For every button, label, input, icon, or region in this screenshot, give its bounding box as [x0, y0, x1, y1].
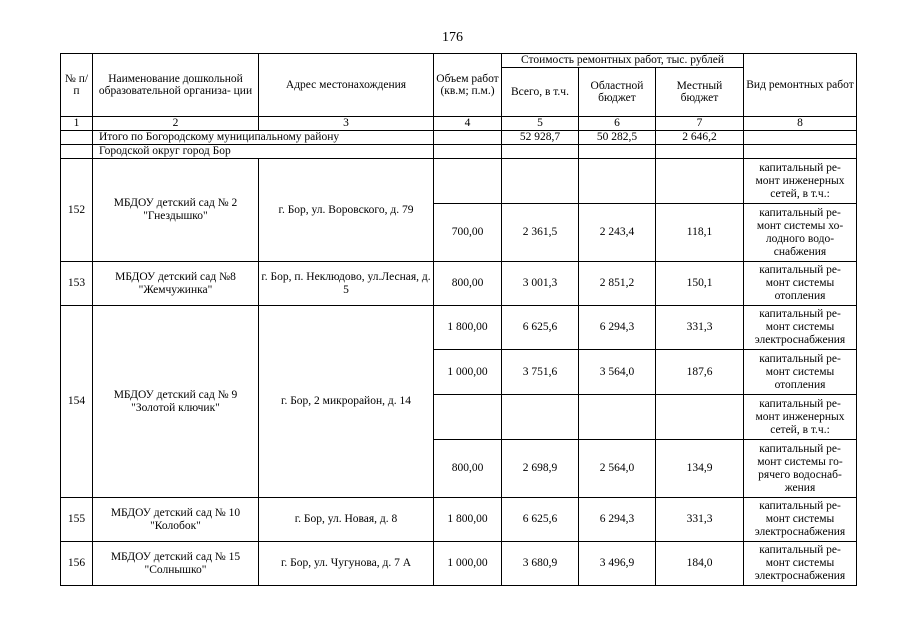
- organization-address: г. Бор, ул. Новая, д. 8: [259, 498, 434, 542]
- cost-total: 3 001,3: [502, 262, 579, 306]
- organization-address: г. Бор, п. Неклюдово, ул.Лесная, д. 5: [259, 262, 434, 306]
- header-num: № п/п: [61, 54, 93, 117]
- organization-name: МБДОУ детский сад № 9 "Золотой ключик": [93, 306, 259, 498]
- cost-regional: 2 564,0: [579, 440, 656, 498]
- work-volume: 1 800,00: [434, 498, 502, 542]
- row-number: 155: [61, 498, 93, 542]
- header-address: Адрес местонахождения: [259, 54, 434, 117]
- cost-local: [656, 395, 744, 440]
- work-volume: 1 000,00: [434, 350, 502, 395]
- cost-total: [502, 159, 579, 204]
- cost-local: 187,6: [656, 350, 744, 395]
- cost-regional: [579, 395, 656, 440]
- cost-regional: 3 496,9: [579, 542, 656, 586]
- table-row: [61, 159, 857, 204]
- col-number: 6: [579, 117, 656, 131]
- header-volume: Объем работ (кв.м; п.м.): [434, 54, 502, 117]
- col-number: 2: [93, 117, 259, 131]
- cost-regional: 6 294,3: [579, 498, 656, 542]
- work-kind: капитальный ре- монт инженерных сетей, в т.ч.:: [744, 159, 857, 204]
- column-numbers-row: [61, 117, 857, 131]
- cost-local: 134,9: [656, 440, 744, 498]
- organization-name: МБДОУ детский сад № 15 "Солнышко": [93, 542, 259, 586]
- district-total-total: 52 928,7: [502, 131, 579, 145]
- table-row: [61, 262, 857, 306]
- cost-local: 150,1: [656, 262, 744, 306]
- work-kind: капитальный ре- монт инженерных сетей, в т.ч.:: [744, 395, 857, 440]
- work-kind: капитальный ре- монт системы го- рячего водоснаб- жения: [744, 440, 857, 498]
- col-number: 4: [434, 117, 502, 131]
- district-total-local: 2 646,2: [656, 131, 744, 145]
- organization-address: г. Бор, ул. Воровского, д. 79: [259, 159, 434, 262]
- row-number: 153: [61, 262, 93, 306]
- col-number: 7: [656, 117, 744, 131]
- cost-total: [502, 395, 579, 440]
- header-name: Наименование дошкольной образовательной организа- ции: [93, 54, 259, 117]
- work-volume: 700,00: [434, 204, 502, 262]
- work-kind: капитальный ре- монт системы хо- лодного водо- снабжения: [744, 204, 857, 262]
- work-volume: 1 800,00: [434, 306, 502, 350]
- organization-address: г. Бор, ул. Чугунова, д. 7 А: [259, 542, 434, 586]
- header-kind: Вид ремонтных работ: [744, 54, 857, 117]
- header-cost-group: Стоимость ремонтных работ, тыс. рублей: [502, 54, 744, 68]
- work-volume: 1 000,00: [434, 542, 502, 586]
- section-label: Городской округ город Бор: [93, 145, 434, 159]
- cost-regional: [579, 159, 656, 204]
- district-total-regional: 50 282,5: [579, 131, 656, 145]
- header-local: Местный бюджет: [656, 68, 744, 117]
- table-row: [61, 542, 857, 586]
- work-kind: капитальный ре- монт системы электроснабжения: [744, 498, 857, 542]
- header-total: Всего, в т.ч.: [502, 68, 579, 117]
- row-number: 152: [61, 159, 93, 262]
- page-number: 176: [442, 30, 463, 45]
- cost-regional: 6 294,3: [579, 306, 656, 350]
- col-number: 8: [744, 117, 857, 131]
- work-kind: капитальный ре- монт системы электроснабжения: [744, 542, 857, 586]
- table-row: [61, 498, 857, 542]
- repair-works-table: [60, 53, 857, 586]
- work-volume: 800,00: [434, 262, 502, 306]
- cost-regional: 2 243,4: [579, 204, 656, 262]
- organization-address: г. Бор, 2 микрорайон, д. 14: [259, 306, 434, 498]
- organization-name: МБДОУ детский сад №8 "Жемчужинка": [93, 262, 259, 306]
- cost-total: 2 361,5: [502, 204, 579, 262]
- district-total-label: Итого по Богородскому муниципальному району: [93, 131, 434, 145]
- work-volume: [434, 159, 502, 204]
- row-number: 156: [61, 542, 93, 586]
- cost-local: 331,3: [656, 306, 744, 350]
- work-volume: [434, 395, 502, 440]
- cost-regional: 3 564,0: [579, 350, 656, 395]
- row-number: 154: [61, 306, 93, 498]
- header-regional: Областной бюджет: [579, 68, 656, 117]
- cost-total: 2 698,9: [502, 440, 579, 498]
- cost-regional: 2 851,2: [579, 262, 656, 306]
- col-number: 1: [61, 117, 93, 131]
- cost-local: [656, 159, 744, 204]
- cost-total: 6 625,6: [502, 306, 579, 350]
- work-kind: капитальный ре- монт системы отопления: [744, 262, 857, 306]
- cost-local: 331,3: [656, 498, 744, 542]
- cost-total: 3 680,9: [502, 542, 579, 586]
- work-volume: 800,00: [434, 440, 502, 498]
- col-number: 3: [259, 117, 434, 131]
- cost-local: 118,1: [656, 204, 744, 262]
- col-number: 5: [502, 117, 579, 131]
- organization-name: МБДОУ детский сад № 2 "Гнездышко": [93, 159, 259, 262]
- section-row: [61, 145, 857, 159]
- table-row: [61, 306, 857, 350]
- district-total-row: [61, 131, 857, 145]
- work-kind: капитальный ре- монт системы электроснабжения: [744, 306, 857, 350]
- cost-total: 3 751,6: [502, 350, 579, 395]
- organization-name: МБДОУ детский сад № 10 "Колобок": [93, 498, 259, 542]
- work-kind: капитальный ре- монт системы отопления: [744, 350, 857, 395]
- cost-total: 6 625,6: [502, 498, 579, 542]
- cost-local: 184,0: [656, 542, 744, 586]
